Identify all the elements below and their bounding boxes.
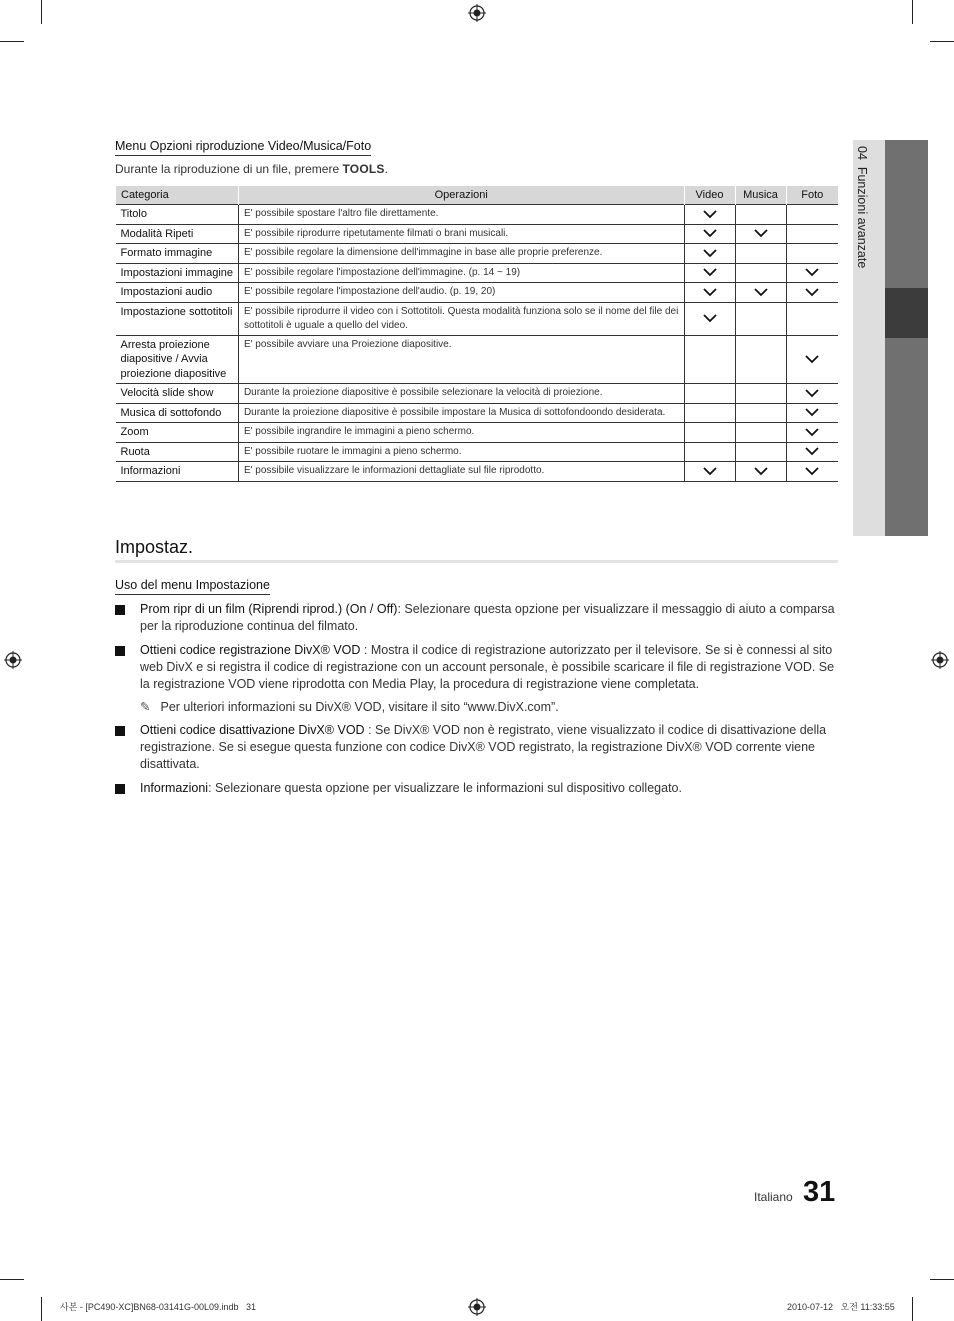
print-slug-file: 사본 - [PC490-XC]BN68-03141G-00L09.indb 31 [60,1302,256,1312]
option-name: Ottieni codice registrazione DivX® VOD [140,643,361,657]
photo-support-cell [786,403,838,423]
category-cell: Informazioni [116,462,239,482]
table-row [116,384,839,404]
photo-support-cell [786,283,838,303]
photo-support-cell [786,224,838,244]
option-name: Informazioni [140,781,209,795]
category-cell: Formato immagine [116,244,239,264]
checkmark-icon [787,268,839,277]
note [140,699,559,714]
operation-cell: Durante la proiezione diapositive è possibile impostare la Musica di sottofondoondo desiderata. [238,403,684,423]
page-number: 31 [803,1176,836,1208]
music-support-cell [735,423,786,443]
operation-cell: E' possibile visualizzare le informazioni dettagliate sul file riprodotto. [238,462,684,482]
category-cell: Arresta proiezione diapositive / Avvia proiezione diapositive [116,335,239,384]
checkmark-icon [736,229,786,238]
table-row [116,423,839,443]
operation-cell: E' possibile spostare l'altro file direttamente. [238,205,684,225]
list-item [115,642,838,693]
intro-end: . [384,162,388,176]
checkmark-icon [685,229,735,238]
photo-support-cell [786,423,838,443]
music-support-cell [735,462,786,482]
checkmark-icon [787,447,839,456]
chapter-label: 04 Funzioni avanzate [855,146,869,269]
column-header-music: Musica [735,186,786,205]
bullet-square-icon [115,646,125,656]
option-name: Ottieni codice disattivazione DivX® VOD [140,723,365,737]
note-text: Per ulteriori informazioni su DivX® VOD, visitare il sito “www.DivX.com”. [160,700,559,714]
side-tab-block [885,338,928,536]
category-cell: Ruota [116,442,239,462]
checkmark-icon [787,408,839,417]
intro-text: Durante la riproduzione di un file, premere [115,162,343,176]
video-support-cell [684,442,735,462]
video-support-cell [684,263,735,283]
photo-support-cell [786,244,838,264]
registration-mark-icon [468,1298,486,1316]
video-support-cell [684,423,735,443]
crop-mark [930,41,954,42]
column-header-video: Video [684,186,735,205]
checkmark-icon [736,467,786,476]
operation-cell: E' possibile regolare l'impostazione dell'audio. (p. 19, 20) [238,283,684,303]
category-cell: Musica di sottofondo [116,403,239,423]
column-header-category: Categoria [116,186,239,205]
video-support-cell [684,244,735,264]
table-header-row [116,186,839,205]
checkmark-icon [685,314,735,323]
video-support-cell [684,205,735,225]
music-support-cell [735,302,786,335]
music-support-cell [735,403,786,423]
photo-support-cell [786,263,838,283]
bullet-square-icon [115,784,125,794]
operation-cell: E' possibile riprodurre il video con i Sottotitoli. Questa modalità funziona solo se il nome del file dei sottotitoli è uguale a quello del video. [238,302,684,335]
crop-mark [930,1279,954,1280]
music-support-cell [735,263,786,283]
operation-cell: E' possibile riprodurre ripetutamente filmati o brani musicali. [238,224,684,244]
crop-mark [41,0,42,24]
table-row [116,403,839,423]
category-cell: Impostazioni immagine [116,263,239,283]
registration-mark-icon [4,651,22,669]
impostaz-heading: Impostaz. [115,537,838,563]
category-cell: Modalità Ripeti [116,224,239,244]
video-support-cell [684,462,735,482]
checkmark-icon [685,268,735,277]
side-tab-active-block [885,288,928,338]
photo-support-cell [786,335,838,384]
option-description: : Selezionare questa opzione per visualizzare il messaggio di aiuto a comparsa per la riproduzione continua del filmato. [140,602,835,633]
video-support-cell [684,403,735,423]
crop-mark [912,1297,913,1321]
operation-cell: E' possibile regolare la dimensione dell'immagine in base alle proprie preferenze. [238,244,684,264]
category-cell: Velocità slide show [116,384,239,404]
note-pencil-icon: ✎ [140,700,151,714]
checkmark-icon [787,389,839,398]
bullet-square-icon [115,726,125,736]
music-support-cell [735,384,786,404]
list-item [115,601,838,635]
options-table [115,186,838,482]
crop-mark [912,0,913,24]
operation-cell: E' possibile regolare l'impostazione dell'immagine. (p. 14 ~ 19) [238,263,684,283]
category-cell: Impostazione sottotitoli [116,302,239,335]
table-row [116,283,839,303]
operation-cell: Durante la proiezione diapositive è possibile selezionare la velocità di proiezione. [238,384,684,404]
checkmark-icon [787,428,839,437]
checkmark-icon [787,355,839,364]
table-row [116,244,839,264]
category-cell: Titolo [116,205,239,225]
tools-key: TOOLS [342,162,385,176]
checkmark-icon [685,249,735,258]
music-support-cell [735,224,786,244]
video-support-cell [684,384,735,404]
video-support-cell [684,302,735,335]
list-item [115,722,838,773]
print-slug-date: 2010-07-12 오전 11:33:55 [787,1302,895,1312]
crop-mark [41,1297,42,1321]
table-row [116,462,839,482]
music-support-cell [735,442,786,462]
operation-cell: E' possibile ingrandire le immagini a pieno schermo. [238,423,684,443]
table-row [116,205,839,225]
table-row [116,302,839,335]
operation-cell: E' possibile ruotare le immagini a pieno schermo. [238,442,684,462]
table-row [116,224,839,244]
side-tab-block [885,140,928,288]
bullet-square-icon [115,605,125,615]
table-row [116,335,839,384]
checkmark-icon [685,210,735,219]
checkmark-icon [685,288,735,297]
music-support-cell [735,205,786,225]
checkmark-icon [787,288,839,297]
checkmark-icon [787,467,839,476]
table-row [116,263,839,283]
option-name: Prom ripr di un film (Riprendi riprod.) (On / Off) [140,602,398,616]
crop-mark [0,41,24,42]
music-support-cell [735,283,786,303]
video-support-cell [684,224,735,244]
option-description: : Se DivX® VOD non è registrato, viene visualizzato il codice di disattivazione della registrazione. Se si esegue questa funzione con codice DivX® VOD registrato, la registrazione DivX® VOD corrente viene disattivata. [140,723,827,771]
photo-support-cell [786,462,838,482]
checkmark-icon [736,288,786,297]
option-description: : Mostra il codice di registrazione autorizzato per il televisore. Se si è connessi al sito web DivX e si registra il codice di registrazione con un account personale, è possibile scaricare il file di registrazione VOD. Se la registrazione VOD viene riprodotta con Media Play, la procedura di registrazione viene completata. [140,643,835,691]
registration-mark-icon [931,651,949,669]
registration-mark-icon [468,4,486,22]
category-cell: Zoom [116,423,239,443]
photo-support-cell [786,205,838,225]
column-header-photo: Foto [786,186,838,205]
table-row [116,442,839,462]
video-support-cell [684,335,735,384]
operation-cell: E' possibile avviare una Proiezione diapositive. [238,335,684,384]
impostaz-subheading: Uso del menu Impostazione [115,578,270,595]
section-heading: Menu Opzioni riproduzione Video/Musica/Foto [115,139,371,156]
video-support-cell [684,283,735,303]
music-support-cell [735,335,786,384]
option-description: : Selezionare questa opzione per visualizzare le informazioni sul dispositivo collegato. [208,781,682,795]
photo-support-cell [786,442,838,462]
category-cell: Impostazioni audio [116,283,239,303]
language-label: Italiano [754,1190,793,1204]
crop-mark [0,1279,24,1280]
checkmark-icon [685,467,735,476]
list-item [115,780,838,797]
music-support-cell [735,244,786,264]
photo-support-cell [786,302,838,335]
photo-support-cell [786,384,838,404]
section-intro [115,162,388,176]
column-header-operations: Operazioni [238,186,684,205]
